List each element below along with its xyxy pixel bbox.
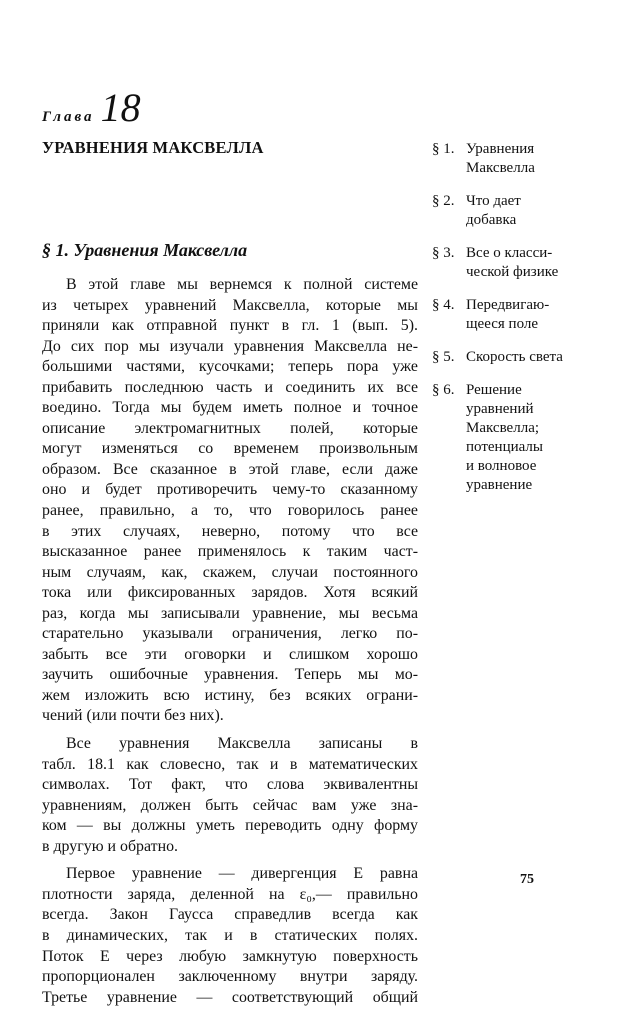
paragraph: [42, 275, 418, 727]
toc-item-label: Максвелла: [466, 160, 535, 176]
text-line: оно и будет противоречить чему-то сказанному: [42, 481, 418, 499]
text-line: из четырех уравнений Максвелла, которые мы: [42, 296, 418, 314]
text-line: заучить ошибочные уравнения. Теперь мы мо-: [42, 666, 418, 684]
toc-item-label: Все о класси-: [466, 245, 553, 261]
text-line: пропорционален заключенному внутри заряду.: [42, 968, 418, 986]
text-line: ным случаям, как, скажем, случаи постоянного: [42, 563, 418, 581]
text-line: символах. Тот факт, что слова эквивалентны: [42, 776, 418, 794]
text-line: Поток E через любую замкнутую поверхность: [42, 947, 418, 965]
text-line: описание электромагнитных полей, которые: [42, 419, 418, 437]
text-line: большими частями, кусочками; теперь пора уже: [42, 358, 418, 376]
text-line: Третье уравнение — соответствующий общий: [42, 988, 418, 1006]
text-line: ком — вы должны уметь переводить одну форму: [42, 817, 418, 835]
text-line: Первое уравнение — дивергенция E равна: [66, 865, 418, 883]
toc-item-number: § 5.: [432, 349, 455, 365]
chapter-heading: [42, 84, 141, 131]
toc-item-label: щееся поле: [466, 316, 539, 332]
chapter-number: 18: [100, 85, 141, 130]
table-of-contents: [432, 140, 602, 509]
toc-item-label: добавка: [466, 212, 517, 228]
toc-item-label: и волновое: [466, 458, 537, 474]
body-text: [42, 275, 418, 1015]
text-line: высказанное ранее применялось к таким част-: [42, 543, 418, 561]
text-line: До сих пор мы изучали уравнения Максвелла не-: [42, 337, 418, 355]
toc-item: [432, 381, 602, 495]
toc-item-label: Скорость света: [466, 349, 563, 365]
toc-item: [432, 140, 602, 178]
toc-item-number: § 4.: [432, 297, 455, 313]
text-line: Все уравнения Максвелла записаны в: [66, 735, 418, 753]
text-line: плотности заряда, деленной на ε₀,— правильно: [42, 885, 418, 903]
toc-item-label: потенциалы: [466, 439, 543, 455]
text-line: в этих случаях, неверно, потому что все: [42, 522, 418, 540]
page-number: 75: [520, 872, 534, 887]
toc-item: [432, 348, 602, 367]
text-line: уравнениям, должен быть сейчас вам уже зна-: [42, 796, 418, 814]
toc-item-label: уравнений: [466, 401, 534, 417]
text-line: в динамических, так и в статических полях.: [42, 926, 418, 944]
chapter-title: УРАВНЕНИЯ МАКСВЕЛЛА: [42, 138, 264, 157]
toc-item-label: Что дает: [466, 193, 521, 209]
chapter-label: Глава: [42, 109, 95, 125]
toc-item-label: уравнение: [466, 477, 533, 493]
text-line: образом. Все сказанное в этой главе, если даже: [42, 460, 418, 478]
toc-item-label: Уравнения: [466, 141, 535, 157]
toc-item: [432, 192, 602, 230]
text-line: табл. 18.1 как словесно, так и в математических: [42, 755, 418, 773]
text-line: приняли как отправной пункт в гл. 1 (вып. 5).: [42, 317, 418, 335]
text-line: забыть все эти оговорки и слишком хорошо: [42, 645, 418, 663]
toc-item-label: Решение: [466, 382, 522, 398]
toc-item-number: § 2.: [432, 193, 455, 209]
text-line: могут изменяться со временем произвольным: [42, 440, 418, 458]
toc-item-number: § 1.: [432, 141, 455, 157]
toc-item-label: Передвигаю-: [466, 297, 550, 313]
toc-item-label: Максвелла;: [466, 420, 540, 436]
section-heading: § 1. Уравнения Максвелла: [42, 240, 248, 260]
text-line: тока или фиксированных зарядов. Хотя всякий: [42, 584, 418, 602]
toc-item: [432, 244, 602, 282]
text-line: в другую и обратно.: [42, 837, 179, 855]
toc-item-number: § 3.: [432, 245, 455, 261]
toc-item: [432, 296, 602, 334]
text-line: В этой главе мы вернемся к полной системе: [66, 276, 418, 293]
text-line: прибавить последнюю часть и соединить их все: [42, 378, 418, 396]
text-line: всегда. Закон Гаусса справедлив всегда как: [42, 906, 418, 924]
toc-item-number: § 6.: [432, 382, 455, 398]
text-line: раз, когда мы записывали уравнение, мы весьма: [42, 604, 418, 622]
paragraph: [42, 864, 418, 1008]
text-line: жем изложить всю истину, без всяких ограни-: [42, 686, 418, 704]
text-line: чений (или почти без них).: [42, 707, 224, 725]
text-line: старательно указывали ограничения, легко по-: [42, 625, 418, 643]
text-line: воедино. Тогда мы будем иметь полное и точное: [42, 399, 418, 417]
toc-item-label: ческой физике: [466, 264, 559, 280]
paragraph: [42, 734, 418, 857]
text-line: ранее, правильно, а то, что говорилось ранее: [42, 502, 418, 520]
